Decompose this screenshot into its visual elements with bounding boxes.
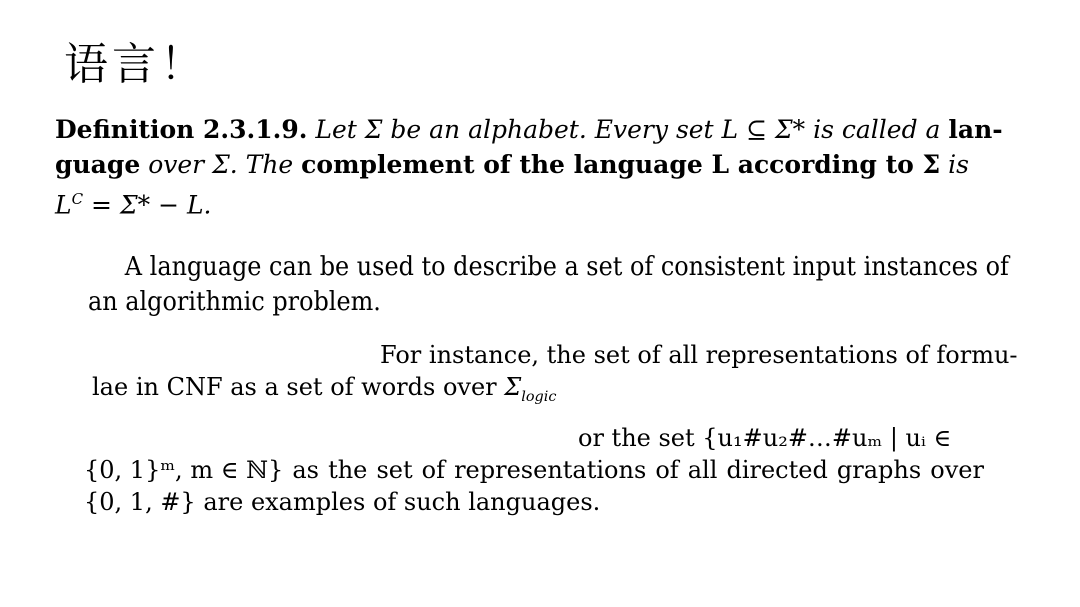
p3-word: directed: [726, 456, 828, 484]
definition-formula-sup: C: [71, 190, 84, 208]
paragraph-3-line-3: {0, 1, #} are examples of such languages.: [84, 488, 601, 516]
p3-word: of: [421, 456, 446, 484]
paragraph-2-sigma: Σ: [504, 373, 522, 401]
p3-word: representations: [454, 456, 647, 484]
paragraph-3-line-1: or the set {u₁#u₂#…#uₘ | uᵢ ∈: [578, 424, 952, 452]
definition-term-complement: complement of the language L according to Σ: [301, 150, 941, 179]
definition-line-3: [55, 182, 1025, 222]
paragraph-2-line-2: [92, 371, 992, 413]
definition-text-2b: over Σ. The: [148, 150, 294, 179]
definition-block: [55, 112, 1025, 222]
paragraph-2: [92, 339, 1018, 413]
definition-text-2d: is: [948, 150, 969, 179]
p3-word: all: [687, 456, 718, 484]
paragraph-2-line-1: For instance, the set of all representations of formu-: [380, 341, 1018, 369]
p3-word: over: [930, 456, 984, 484]
p3-word: as: [292, 456, 319, 484]
paragraph-1: [88, 250, 1009, 320]
p3-word: the: [328, 456, 368, 484]
definition-term-language-1: lan-: [948, 115, 1003, 144]
paragraph-2-sigma-sub: logic: [521, 388, 557, 405]
paragraph-2-text: lae in CNF as a set of words over: [92, 373, 497, 401]
definition-term-language-2: guage: [55, 150, 141, 179]
paragraph-1-line-1: A language can be used to describe a set of consistent input instances of: [124, 252, 1009, 282]
p3-word: {0, 1}ᵐ, m ∈ ℕ}: [84, 456, 284, 484]
definition-text-1a: Let Σ be an alphabet. Every set L ⊆ Σ* is called a: [315, 115, 941, 144]
definition-formula-L: L: [55, 190, 72, 220]
slide-title: 语言！: [64, 39, 208, 90]
p3-word: set: [376, 456, 413, 484]
definition-line-2: [55, 147, 1025, 182]
definition-line-1: [55, 112, 1025, 147]
p3-word: graphs: [836, 456, 922, 484]
definition-label: Definition 2.3.1.9.: [55, 115, 308, 144]
paragraph-3-line-2: [84, 454, 984, 486]
paragraph-3: [84, 422, 984, 518]
p3-word: of: [655, 456, 679, 484]
paragraph-1-line-2: an algorithmic problem.: [88, 287, 381, 317]
definition-formula-rest: = Σ* − L.: [91, 190, 212, 220]
